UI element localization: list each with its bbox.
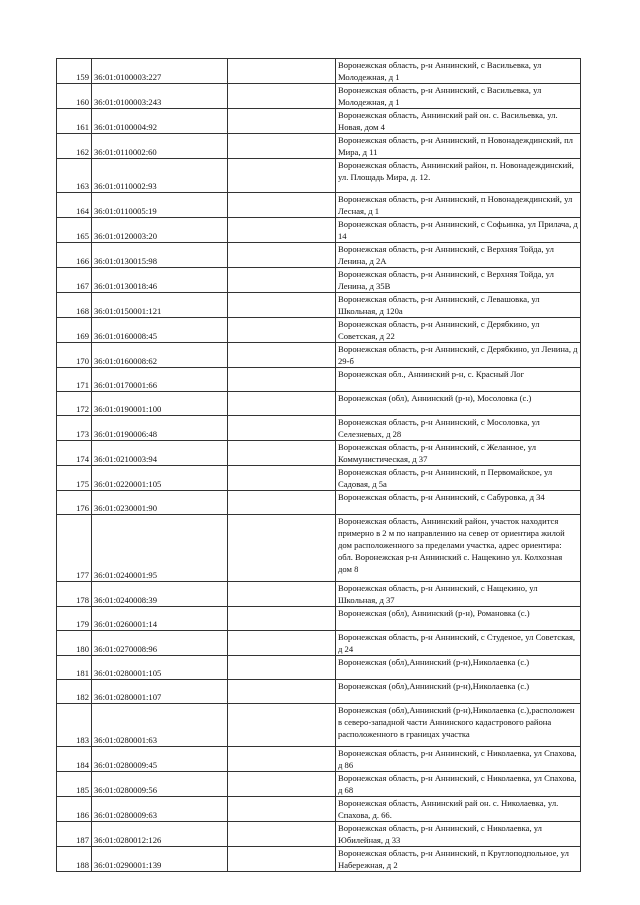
cadastral-number: 36:01:0110002:93 <box>92 159 228 193</box>
table-row <box>57 704 581 747</box>
empty-cell <box>228 293 336 318</box>
row-number: 187 <box>57 822 92 847</box>
row-number: 161 <box>57 109 92 134</box>
address-cell: Воронежская область, р-н Аннинский, п Новонадеждинский, ул Лесная, д 1 <box>336 193 581 218</box>
row-number: 172 <box>57 392 92 416</box>
address-cell: Воронежская область, Аннинский рай он. с. Николаевка, ул. Спахова, д. 66. <box>336 797 581 822</box>
table-row <box>57 582 581 607</box>
address-cell: Воронежская область, р-н Аннинский, с Дерябкино, ул Советская, д 22 <box>336 318 581 343</box>
cadastral-number: 36:01:0110005:19 <box>92 193 228 218</box>
address-cell: Воронежская область, р-н Аннинский, с Николаевка, ул Спахова, д 86 <box>336 747 581 772</box>
row-number: 178 <box>57 582 92 607</box>
table-row <box>57 59 581 84</box>
cadastral-number: 36:01:0170001:66 <box>92 368 228 392</box>
empty-cell <box>228 134 336 159</box>
table-row <box>57 680 581 704</box>
address-cell: Воронежская область, р-н Аннинский, п Круглоподпольное, ул Набережная, д 2 <box>336 847 581 872</box>
empty-cell <box>228 515 336 582</box>
row-number: 162 <box>57 134 92 159</box>
row-number: 188 <box>57 847 92 872</box>
row-number: 168 <box>57 293 92 318</box>
address-cell: Воронежская (обл),Аннинский (р-н),Николаевка (с.),расположен в северо-западной части Аннинского кадастрового района расположенного в границах участка <box>336 704 581 747</box>
address-cell: Воронежская область, Аннинский рай он. с. Васильевка, ул. Новая, дом 4 <box>336 109 581 134</box>
empty-cell <box>228 343 336 368</box>
cadastral-number: 36:01:0150001:121 <box>92 293 228 318</box>
table-row <box>57 441 581 466</box>
address-cell: Воронежская (обл),Аннинский (р-н),Николаевка (с.) <box>336 680 581 704</box>
row-number: 175 <box>57 466 92 491</box>
row-number: 159 <box>57 59 92 84</box>
row-number: 181 <box>57 656 92 680</box>
address-cell: Воронежская (обл), Аннинский (р-н), Мосоловка (с.) <box>336 392 581 416</box>
cadastral-number: 36:01:0280009:63 <box>92 797 228 822</box>
row-number: 169 <box>57 318 92 343</box>
table-row <box>57 243 581 268</box>
table-row <box>57 268 581 293</box>
address-cell: Воронежская область, р-н Аннинский, с Студеное, ул Советская, д 24 <box>336 631 581 656</box>
table-row <box>57 368 581 392</box>
address-cell: Воронежская область, р-н Аннинский, п Первомайское, ул Садовая, д 5а <box>336 466 581 491</box>
table-row <box>57 318 581 343</box>
table-row <box>57 631 581 656</box>
table-row <box>57 84 581 109</box>
table-row <box>57 822 581 847</box>
address-cell: Воронежская область, р-н Аннинский, с Софьинка, ул Прилача, д 14 <box>336 218 581 243</box>
empty-cell <box>228 318 336 343</box>
table-body <box>57 59 581 872</box>
empty-cell <box>228 268 336 293</box>
table-row <box>57 159 581 193</box>
row-number: 179 <box>57 607 92 631</box>
address-cell: Воронежская область, р-н Аннинский, с Николаевка, ул Юбилейная, д 33 <box>336 822 581 847</box>
row-number: 167 <box>57 268 92 293</box>
cadastral-number: 36:01:0280001:105 <box>92 656 228 680</box>
row-number: 176 <box>57 491 92 515</box>
cadastral-number: 36:01:0190001:100 <box>92 392 228 416</box>
empty-cell <box>228 680 336 704</box>
empty-cell <box>228 704 336 747</box>
cadastral-number: 36:01:0100003:227 <box>92 59 228 84</box>
address-cell: Воронежская область, р-н Аннинский, с Дерябкино, ул Ленина, д 29-б <box>336 343 581 368</box>
cadastral-number: 36:01:0160008:45 <box>92 318 228 343</box>
address-cell: Воронежская (обл),Аннинский (р-н),Николаевка (с.) <box>336 656 581 680</box>
row-number: 166 <box>57 243 92 268</box>
cadastral-number: 36:01:0210003:94 <box>92 441 228 466</box>
empty-cell <box>228 368 336 392</box>
row-number: 185 <box>57 772 92 797</box>
empty-cell <box>228 392 336 416</box>
cadastral-number: 36:01:0110002:60 <box>92 134 228 159</box>
table-row <box>57 293 581 318</box>
empty-cell <box>228 416 336 441</box>
cadastral-number: 36:01:0230001:90 <box>92 491 228 515</box>
empty-cell <box>228 218 336 243</box>
row-number: 174 <box>57 441 92 466</box>
cadastral-number: 36:01:0280009:56 <box>92 772 228 797</box>
table-row <box>57 515 581 582</box>
empty-cell <box>228 847 336 872</box>
table-row <box>57 343 581 368</box>
empty-cell <box>228 631 336 656</box>
cadastral-number: 36:01:0160008:62 <box>92 343 228 368</box>
empty-cell <box>228 772 336 797</box>
table-row <box>57 218 581 243</box>
cadastral-number: 36:01:0100003:243 <box>92 84 228 109</box>
table-row <box>57 392 581 416</box>
address-cell: Воронежская область, Аннинский район, п. Новонадеждинский, ул. Площадь Мира, д. 12. <box>336 159 581 193</box>
row-number: 160 <box>57 84 92 109</box>
empty-cell <box>228 466 336 491</box>
cadastral-number: 36:01:0100004:92 <box>92 109 228 134</box>
empty-cell <box>228 582 336 607</box>
empty-cell <box>228 441 336 466</box>
empty-cell <box>228 193 336 218</box>
cadastral-number: 36:01:0130015:98 <box>92 243 228 268</box>
empty-cell <box>228 797 336 822</box>
table-row <box>57 109 581 134</box>
empty-cell <box>228 747 336 772</box>
table-row <box>57 491 581 515</box>
cadastral-number: 36:01:0280001:107 <box>92 680 228 704</box>
table-row <box>57 772 581 797</box>
table-row <box>57 134 581 159</box>
table-row <box>57 847 581 872</box>
empty-cell <box>228 159 336 193</box>
row-number: 165 <box>57 218 92 243</box>
address-cell: Воронежская область, р-н Аннинский, с Левашовка, ул Школьная, д 120а <box>336 293 581 318</box>
cadastral-number: 36:01:0290001:139 <box>92 847 228 872</box>
cadastral-number: 36:01:0280001:63 <box>92 704 228 747</box>
address-cell: Воронежская область, р-н Аннинский, п Новонадеждинский, пл Мира, д 11 <box>336 134 581 159</box>
row-number: 164 <box>57 193 92 218</box>
address-cell: Воронежская область, р-н Аннинский, с Сабуровка, д 34 <box>336 491 581 515</box>
address-cell: Воронежская область, р-н Аннинский, с Васильевка, ул Молодежная, д 1 <box>336 59 581 84</box>
empty-cell <box>228 84 336 109</box>
empty-cell <box>228 491 336 515</box>
address-cell: Воронежская область, Аннинский район, участок находится примерно в 2 м по направлению на север от ориентира жилой дом расположенного за пределами участка, адрес ориентира: обл. Воронежская р-н Аннинский с. Нащекино ул. Колхозная дом 8 <box>336 515 581 582</box>
cadastral-number: 36:01:0270008:96 <box>92 631 228 656</box>
cadastral-number: 36:01:0280009:45 <box>92 747 228 772</box>
address-cell: Воронежская область, р-н Аннинский, с Верхняя Тойда, ул Ленина, д 2А <box>336 243 581 268</box>
address-cell: Воронежская (обл), Аннинский (р-н), Романовка (с.) <box>336 607 581 631</box>
table-row <box>57 797 581 822</box>
row-number: 180 <box>57 631 92 656</box>
cadastral-number: 36:01:0130018:46 <box>92 268 228 293</box>
row-number: 173 <box>57 416 92 441</box>
empty-cell <box>228 243 336 268</box>
table-row <box>57 466 581 491</box>
property-register-table <box>56 58 581 872</box>
empty-cell <box>228 822 336 847</box>
empty-cell <box>228 59 336 84</box>
row-number: 184 <box>57 747 92 772</box>
address-cell: Воронежская область, р-н Аннинский, с Мосоловка, ул Селезневых, д 28 <box>336 416 581 441</box>
table-row <box>57 656 581 680</box>
address-cell: Воронежская область, р-н Аннинский, с Верхняя Тойда, ул Ленина, д 35В <box>336 268 581 293</box>
address-cell: Воронежская область, р-н Аннинский, с Васильевка, ул Молодежная, д 1 <box>336 84 581 109</box>
row-number: 163 <box>57 159 92 193</box>
address-cell: Воронежская обл., Аннинский р-н, с. Красный Лог <box>336 368 581 392</box>
table-row <box>57 747 581 772</box>
cadastral-number: 36:01:0220001:105 <box>92 466 228 491</box>
cadastral-number: 36:01:0190006:48 <box>92 416 228 441</box>
address-cell: Воронежская область, р-н Аннинский, с Нащекино, ул Школьная, д 37 <box>336 582 581 607</box>
table-row <box>57 607 581 631</box>
row-number: 171 <box>57 368 92 392</box>
empty-cell <box>228 656 336 680</box>
row-number: 182 <box>57 680 92 704</box>
row-number: 170 <box>57 343 92 368</box>
cadastral-number: 36:01:0260001:14 <box>92 607 228 631</box>
address-cell: Воронежская область, р-н Аннинский, с Николаевка, ул Спахова, д 68 <box>336 772 581 797</box>
table-row <box>57 416 581 441</box>
row-number: 186 <box>57 797 92 822</box>
cadastral-number: 36:01:0280012:126 <box>92 822 228 847</box>
row-number: 177 <box>57 515 92 582</box>
address-cell: Воронежская область, р-н Аннинский, с Желанное, ул Коммунистическая, д 37 <box>336 441 581 466</box>
empty-cell <box>228 109 336 134</box>
cadastral-number: 36:01:0240001:95 <box>92 515 228 582</box>
row-number: 183 <box>57 704 92 747</box>
table-row <box>57 193 581 218</box>
cadastral-number: 36:01:0120003:20 <box>92 218 228 243</box>
cadastral-number: 36:01:0240008:39 <box>92 582 228 607</box>
empty-cell <box>228 607 336 631</box>
